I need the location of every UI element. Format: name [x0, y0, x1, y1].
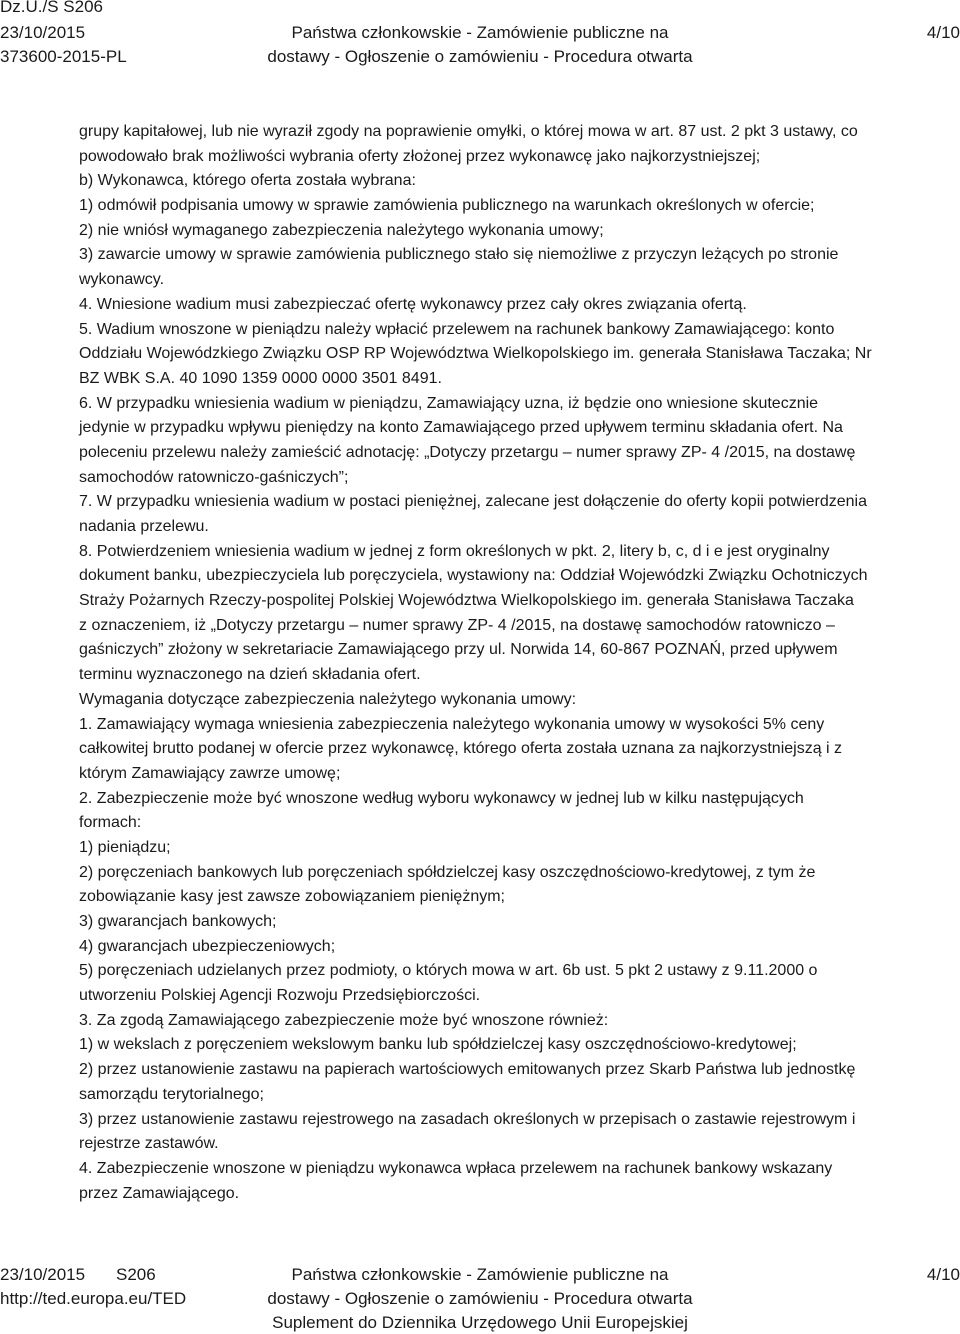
- footer-supplement: Suplement do Dziennika Urzędowego Unii Europejskiej: [272, 1313, 688, 1332]
- body-line: całkowitej brutto podanej w ofercie przez wykonawcę, którego oferta została uznana za najkorzystniejszą i z: [79, 740, 843, 758]
- body-line: samorządu terytorialnego;: [79, 1085, 264, 1103]
- body-line: wykonawcy.: [79, 271, 165, 289]
- ted-link[interactable]: http://ted.europa.eu/TED: [0, 1289, 187, 1308]
- footer-page-number: 4/10: [926, 1265, 960, 1284]
- document-body: [79, 120, 941, 1206]
- body-line: którym Zamawiający zawrze umowę;: [79, 764, 341, 782]
- body-line: 1) w wekslach z poręczeniem wekslowym banku lub spółdzielczej kasy oszczędnościowo-kredytowej;: [79, 1036, 797, 1054]
- body-line: 1) odmówił podpisania umowy w sprawie zamówienia publicznego na warunkach określonych w ofercie;: [79, 197, 815, 215]
- footer-title-line-1: Państwa członkowskie - Zamówienie publiczne na: [291, 1265, 669, 1284]
- body-line: rejestrze zastawów.: [79, 1135, 219, 1153]
- header-title-line-1: Państwa członkowskie - Zamówienie publiczne na: [291, 23, 669, 42]
- body-line: 1. Zamawiający wymaga wniesienia zabezpieczenia należytego wykonania umowy w wysokości 5% ceny: [79, 715, 825, 733]
- body-line: 7. W przypadku wniesienia wadium w postaci pieniężnej, zalecane jest dołączenie do oferty kopii potwierdzenia: [79, 493, 867, 511]
- body-line: 2) poręczeniach bankowych lub poręczeniach spółdzielczej kasy oszczędnościowo-kredytowej, z tym że: [79, 863, 816, 881]
- journal-ref: Dz.U./S S206: [0, 0, 103, 16]
- body-line: z oznaczeniem, iż „Dotyczy przetargu – numer sprawy ZP- 4 /2015, na dostawę samochodów ratowniczo –: [79, 616, 835, 634]
- body-line: 2. Zabezpieczenie może być wnoszone według wyboru wykonawcy w jednej lub w kilku następujących: [79, 789, 804, 807]
- header-title-line-2: dostawy - Ogłoszenie o zamówieniu - Procedura otwarta: [267, 47, 693, 66]
- body-line: przez Zamawiającego.: [79, 1184, 240, 1202]
- body-line: 4. Wniesione wadium musi zabezpieczać ofertę wykonawcy przez cały okres związania ofertą.: [79, 295, 747, 313]
- body-line: grupy kapitałowej, lub nie wyraził zgody na poprawienie omyłki, o której mowa w art. 87 ust. 2 pkt 3 ustawy, co: [79, 123, 858, 140]
- body-line: poleceniu przelewu należy zamieścić adnotację: „Dotyczy przetargu – numer sprawy ZP- 4 /2015, na dostawę: [79, 443, 856, 461]
- notice-number: 373600-2015-PL: [0, 47, 127, 66]
- footer-title-line-2: dostawy - Ogłoszenie o zamówieniu - Procedura otwarta: [267, 1289, 693, 1308]
- body-line: 5) poręczeniach udzielanych przez podmioty, o których mowa w art. 6b ust. 5 pkt 2 ustawy z 9.11.2000 o: [79, 962, 818, 980]
- body-line: 8. Potwierdzeniem wniesienia wadium w jednej z form określonych w pkt. 2, litery b, c, d i e jest oryginalny: [79, 542, 830, 560]
- body-line: dokument banku, ubezpieczyciela lub poręczyciela, wystawiony na: Oddział Wojewódzki Związku Ochotniczych: [79, 567, 868, 585]
- body-line: terminu wyznaczonego na dzień składania ofert.: [79, 666, 421, 684]
- body-line: 2) nie wniósł wymaganego zabezpieczenia należytego wykonania umowy;: [79, 221, 604, 239]
- body-line: utworzeniu Polskiej Agencji Rozwoju Przedsiębiorczości.: [79, 987, 481, 1005]
- body-line: 4) gwarancjach ubezpieczeniowych;: [79, 937, 336, 955]
- header-page-number: 4/10: [926, 23, 960, 42]
- body-line: Oddziału Wojewódzkiego Związku OSP RP Województwa Wielkopolskiego im. generała Stanisława Taczaka; Nr: [79, 345, 872, 363]
- body-line: BZ WBK S.A. 40 1090 1359 0000 0000 3501 8491.: [79, 369, 442, 387]
- body-line: 1) pieniądzu;: [79, 838, 171, 856]
- body-line: formach:: [79, 814, 142, 832]
- body-line: 3. Za zgodą Zamawiającego zabezpieczenie może być wnoszone również:: [79, 1011, 609, 1029]
- footer-issue: S206: [116, 1265, 156, 1284]
- body-line: nadania przelewu.: [79, 518, 209, 535]
- body-line: Straży Pożarnych Rzeczy-pospolitej Polskiej Województwa Wielkopolskiego im. generała Stanisława Taczaka: [79, 592, 854, 610]
- body-line: gaśniczych” złożony w sekretariacie Zamawiającego przy ul. Norwida 14, 60-867 POZNAŃ, przed upływem: [79, 641, 838, 659]
- body-line: jedynie w przypadku wpływu pieniędzy na konto Zamawiającego przed upływem terminu składania ofert. Na: [79, 419, 843, 437]
- body-line: zobowiązanie kasy jest zawsze zobowiązaniem pieniężnym;: [79, 888, 505, 906]
- body-line: 3) gwarancjach bankowych;: [79, 913, 277, 930]
- body-line: 6. W przypadku wniesienia wadium w pieniądzu, Zamawiający uzna, iż będzie ono wniesione skutecznie: [79, 394, 819, 412]
- header-date: 23/10/2015: [0, 23, 86, 42]
- body-line: Wymagania dotyczące zabezpieczenia należytego wykonania umowy:: [79, 690, 577, 708]
- body-line: powodowało brak możliwości wybrania oferty złożonej przez wykonawcę jako najkorzystniejszej;: [79, 147, 761, 165]
- footer-date: 23/10/2015: [0, 1265, 86, 1284]
- body-line: 4. Zabezpieczenie wnoszone w pieniądzu wykonawca wpłaca przelewem na rachunek bankowy wskazany: [79, 1159, 833, 1177]
- body-line: samochodów ratowniczo-gaśniczych”;: [79, 468, 349, 486]
- body-line: 2) przez ustanowienie zastawu na papierach wartościowych emitowanych przez Skarb Państwa lub jednostkę: [79, 1061, 856, 1079]
- body-line: 5. Wadium wnoszone w pieniądzu należy wpłacić przelewem na rachunek bankowy Zamawiającego: konto: [79, 320, 835, 338]
- body-line: b) Wykonawca, którego oferta została wybrana:: [79, 172, 416, 190]
- body-line: 3) przez ustanowienie zastawu rejestrowego na zasadach określonych w przepisach o zastawie rejestrowym i: [79, 1110, 856, 1128]
- body-line: 3) zawarcie umowy w sprawie zamówienia publicznego stało się niemożliwe z przyczyn leżących po stronie: [79, 246, 839, 264]
